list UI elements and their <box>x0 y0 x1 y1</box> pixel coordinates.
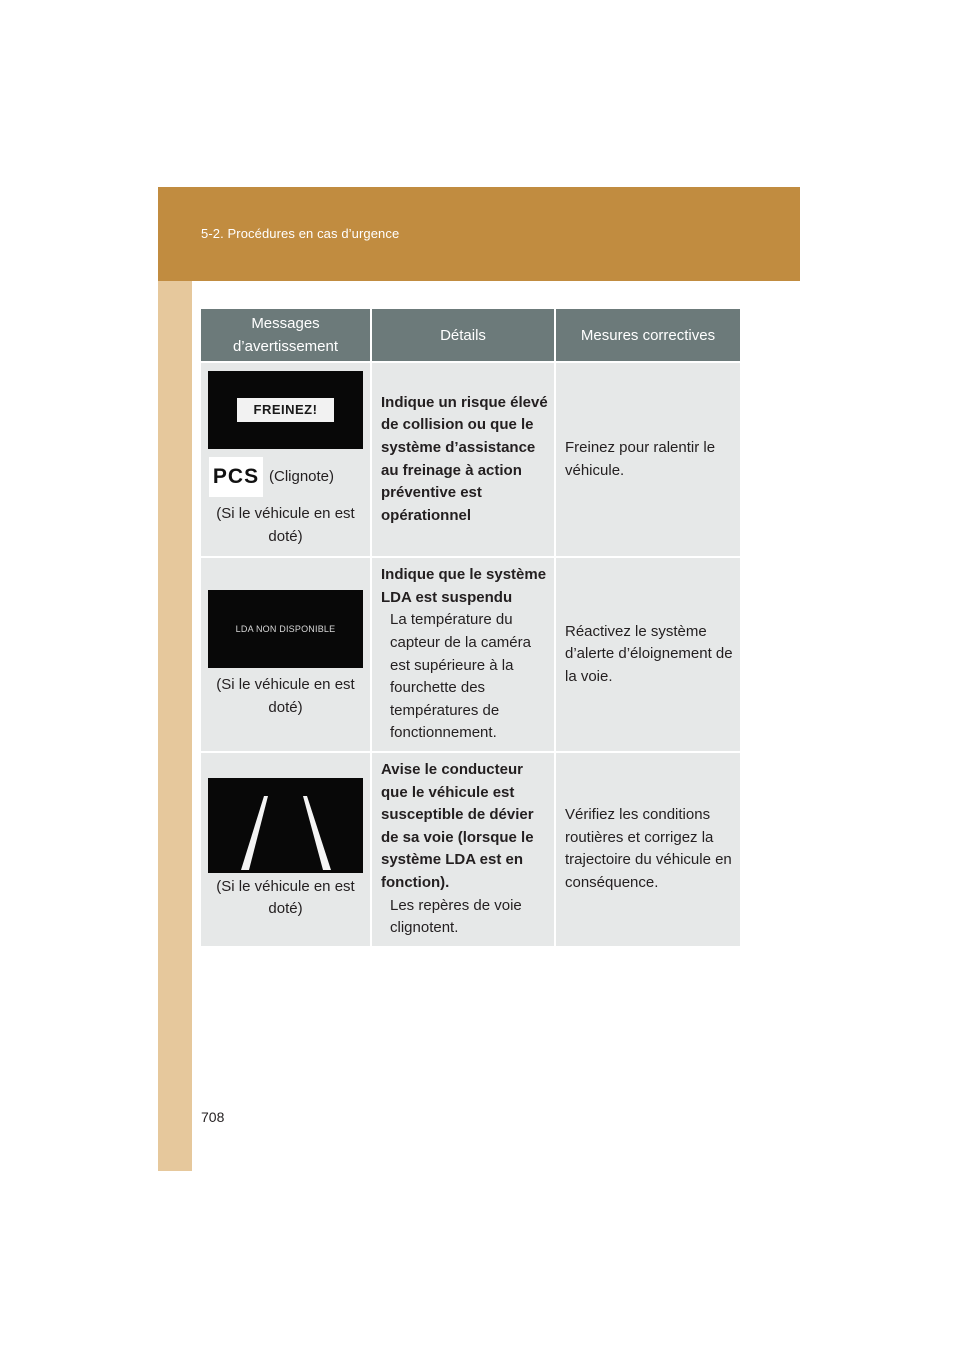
message-cell <box>201 752 371 946</box>
message-cell <box>201 557 371 752</box>
detail-title: Indique un risque élevé de collision ou que le système d’assistance au freinage à action préventive est opérationnel <box>381 393 548 524</box>
brake-warning-text: FREINEZ! <box>237 398 334 422</box>
action-cell <box>555 362 740 557</box>
action-cell <box>555 752 740 946</box>
page-number: 708 <box>201 1109 225 1125</box>
blink-note: (Clignote) <box>269 467 335 485</box>
pcs-indicator-row <box>208 457 363 497</box>
detail-cell <box>371 752 555 946</box>
action-cell <box>555 557 740 752</box>
column-header-details: Détails <box>371 309 555 362</box>
action-text: Freinez pour ralentir le véhicule. <box>565 439 716 479</box>
table-row <box>201 362 740 557</box>
table-header-row <box>201 309 740 362</box>
equipped-note: (Si le véhicule en est doté) <box>216 675 355 716</box>
equipped-note: (Si le véhicule en est doté) <box>216 877 355 918</box>
detail-cell <box>371 557 555 752</box>
pcs-icon: PCS <box>209 457 263 497</box>
detail-cell <box>371 362 555 557</box>
side-margin-strip <box>158 187 192 1171</box>
warning-messages-table <box>201 309 740 946</box>
display-screen-lane-markers <box>208 778 363 873</box>
detail-text: Les repères de voie clignotent. <box>390 896 522 937</box>
lane-markers-icon <box>208 778 363 873</box>
message-cell <box>201 362 371 557</box>
equipped-note: (Si le véhicule en est doté) <box>216 505 355 545</box>
detail-title: Avise le conducteur que le véhicule est susceptible de dévier de sa voie (lorsque le système LDA est en fonction). <box>381 760 534 891</box>
section-title: 5-2. Procédures en cas d’urgence <box>201 226 400 241</box>
display-screen-lda <box>208 590 363 668</box>
table-row <box>201 752 740 946</box>
detail-title: Indique que le système LDA est suspendu <box>381 566 547 606</box>
detail-text: La température du capteur de la caméra est supérieure à la fourchette des températures de fonctionnement. <box>390 611 531 742</box>
action-text: Vérifiez les conditions routières et corrigez la trajectoire du véhicule en conséquence. <box>565 806 732 891</box>
display-screen-brake <box>208 371 363 449</box>
column-header-messages: Messages d’avertissement <box>201 309 371 362</box>
column-header-actions: Mesures correctives <box>555 309 740 362</box>
table-row <box>201 557 740 752</box>
action-text: Réactivez le système d’alerte d’éloignement de la voie. <box>565 622 733 685</box>
lda-unavailable-text: LDA NON DISPONIBLE <box>235 623 336 634</box>
